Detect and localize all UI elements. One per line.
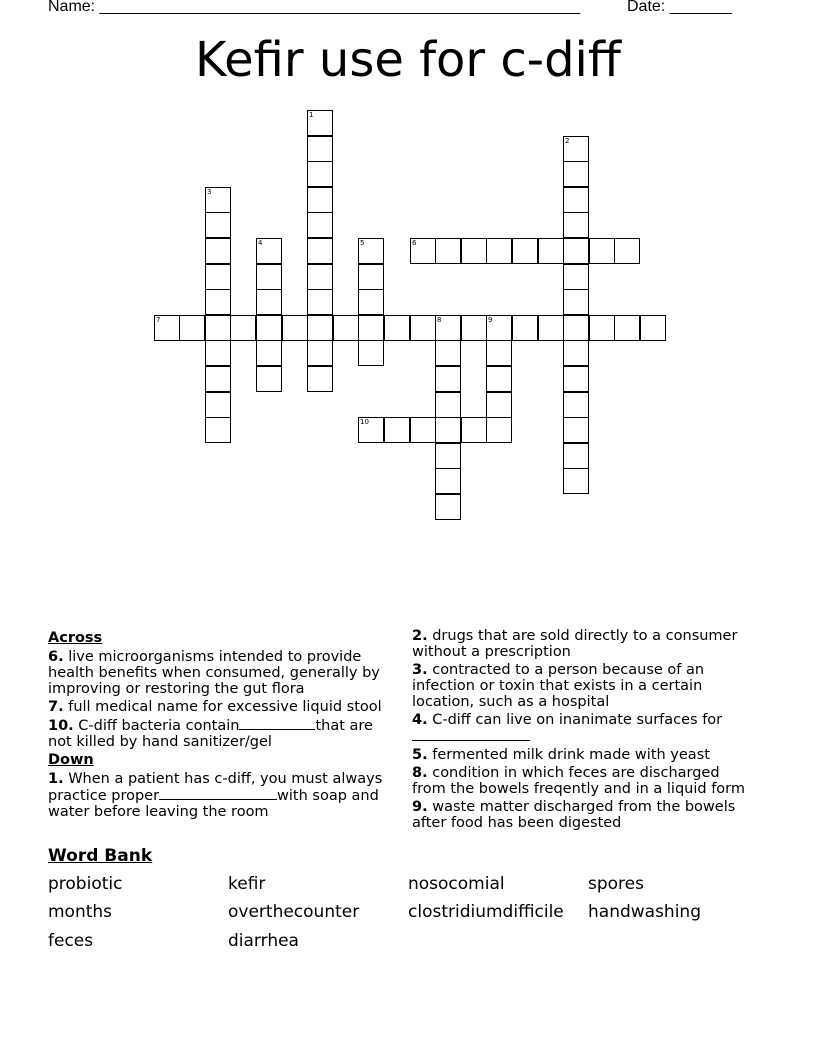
grid-cell[interactable] [256,315,282,341]
word-bank-word: clostridiumdifficile [408,902,564,922]
grid-cell[interactable] [563,238,589,264]
down-heading: Down [48,752,94,768]
grid-cell[interactable] [410,238,436,264]
clue-number-label: 1 [309,111,314,119]
grid-cell[interactable] [563,264,589,290]
grid-cell[interactable] [154,315,180,341]
grid-cell[interactable] [563,417,589,443]
grid-cell[interactable] [358,238,384,264]
date-label: Date: [627,0,670,15]
grid-cell[interactable] [205,340,231,366]
grid-cell[interactable] [614,238,640,264]
grid-cell[interactable] [461,238,487,264]
clue-text: drugs that are sold directly to a consumer without a prescription [412,628,738,660]
grid-cell[interactable] [435,468,461,494]
grid-cell[interactable] [307,264,333,290]
grid-cell[interactable] [307,315,333,341]
clue-text: C-diff can live on inanimate surfaces for [432,712,723,728]
clue-down-3 [412,662,757,710]
grid-cell[interactable] [640,315,666,341]
word-bank-word: handwashing [588,902,701,922]
grid-cell[interactable] [205,289,231,315]
grid-cell[interactable] [486,238,512,264]
answer-blank [239,717,315,730]
word-bank-word: months [48,902,113,922]
clue-text: contracted to a person because of an infection or toxin that exists in a certain location, such as a hospital [412,662,705,710]
grid-cell[interactable] [358,340,384,366]
word-bank-word: feces [48,931,94,951]
grid-cell[interactable] [307,110,333,136]
grid-cell[interactable] [435,392,461,418]
across-heading: Across [48,630,103,646]
grid-cell[interactable] [358,264,384,290]
grid-cell[interactable] [307,212,333,238]
grid-cell[interactable] [435,315,461,341]
clue-number: 5. [412,747,428,763]
word-bank-word: kefir [228,874,266,894]
grid-cell[interactable] [461,417,487,443]
grid-cell[interactable] [486,366,512,392]
grid-cell[interactable] [435,417,461,443]
grid-cell[interactable] [435,366,461,392]
word-bank-word: overthecounter [228,902,360,922]
grid-cell[interactable] [538,238,564,264]
grid-cell[interactable] [307,187,333,213]
clue-across-6 [48,649,393,697]
clue-number-label: 9 [488,316,493,324]
clue-text-end: with soap and water before leaving the room [48,788,379,820]
grid-cell[interactable] [256,340,282,366]
grid-cell[interactable] [563,289,589,315]
clue-text: fermented milk drink made with yeast [432,747,710,763]
grid-cell[interactable] [307,289,333,315]
grid-cell[interactable] [205,264,231,290]
grid-cell[interactable] [435,443,461,469]
answer-blank [159,787,277,800]
answer-blank [412,728,530,741]
clue-across-10 [48,717,393,750]
grid-cell[interactable] [563,392,589,418]
grid-cell[interactable] [410,417,436,443]
clue-text: full medical name for excessive liquid stool [68,699,382,715]
grid-cell[interactable] [563,212,589,238]
grid-cell[interactable] [538,315,564,341]
clues-right-column [412,628,757,833]
clue-text-start: C-diff bacteria contain [78,718,240,734]
clue-number-label: 5 [360,239,365,247]
grid-cell[interactable] [205,392,231,418]
grid-cell[interactable] [205,366,231,392]
grid-cell[interactable] [384,417,410,443]
clue-number: 8. [412,765,428,781]
grid-cell[interactable] [435,494,461,520]
grid-cell[interactable] [230,315,256,341]
word-bank-word: nosocomial [408,874,505,894]
clue-number-label: 10 [360,418,369,426]
grid-cell[interactable] [358,315,384,341]
clue-text: condition in which feces are discharged from the bowels freqently and in a liquid form [412,765,746,797]
clue-across-7 [48,699,393,715]
clue-number-label: 4 [258,239,263,247]
clue-number-label: 3 [207,188,212,196]
grid-cell[interactable] [307,366,333,392]
grid-cell[interactable] [384,315,410,341]
clues-left-column [48,628,393,822]
grid-cell[interactable] [563,161,589,187]
grid-cell[interactable] [563,366,589,392]
clue-number: 10. [48,718,74,734]
clue-number: 2. [412,628,428,644]
grid-cell[interactable] [358,417,384,443]
grid-cell[interactable] [512,315,538,341]
clue-number-label: 2 [565,137,570,145]
grid-cell[interactable] [410,315,436,341]
clue-down-2 [412,628,757,660]
clue-down-8 [412,765,757,797]
grid-cell[interactable] [512,238,538,264]
grid-cell[interactable] [563,315,589,341]
grid-cell[interactable] [179,315,205,341]
grid-cell[interactable] [358,289,384,315]
clue-number-label: 6 [412,239,417,247]
clue-text-end: that are not killed by hand sanitizer/gel [48,718,373,750]
grid-cell[interactable] [486,315,512,341]
grid-cell[interactable] [563,340,589,366]
clue-number-label: 7 [156,316,161,324]
grid-cell[interactable] [282,315,308,341]
grid-cell[interactable] [205,417,231,443]
grid-cell[interactable] [205,238,231,264]
grid-cell[interactable] [307,238,333,264]
grid-cell[interactable] [256,366,282,392]
name-label: Name: [48,0,100,15]
page-title: Kefir use for c-diff [195,32,621,88]
word-bank-title: Word Bank [48,846,153,866]
grid-cell[interactable] [435,340,461,366]
grid-cell[interactable] [461,315,487,341]
grid-cell[interactable] [563,443,589,469]
clue-number: 3. [412,662,428,678]
grid-cell[interactable] [307,340,333,366]
grid-cell[interactable] [307,161,333,187]
clue-text: live microorganisms intended to provide health benefits when consumed, generally by improving or restoring the gut flora [48,649,380,697]
grid-cell[interactable] [205,212,231,238]
clue-text-start: When a patient has c-diff, you must always practice proper [48,771,383,804]
grid-cell[interactable] [256,289,282,315]
clue-number: 9. [412,799,428,815]
name-line: ______________________________________________________ [99,0,581,15]
grid-cell[interactable] [205,315,231,341]
clue-down-4 [412,712,757,745]
grid-cell[interactable] [333,315,359,341]
grid-cell[interactable] [589,315,615,341]
grid-cell[interactable] [614,315,640,341]
clue-text: waste matter discharged from the bowels after food has been digested [412,799,736,831]
clue-number: 1. [48,771,64,787]
word-bank-word: probiotic [48,874,123,894]
grid-cell[interactable] [256,238,282,264]
grid-cell[interactable] [563,187,589,213]
clue-number: 7. [48,699,64,715]
date-line: _______ [669,0,732,15]
grid-cell[interactable] [563,468,589,494]
grid-cell[interactable] [486,392,512,418]
word-bank-word: spores [588,874,644,894]
grid-cell[interactable] [486,340,512,366]
clue-down-9 [412,799,757,831]
grid-cell[interactable] [486,417,512,443]
clue-down-1 [48,771,393,820]
grid-cell[interactable] [589,238,615,264]
grid-cell[interactable] [435,238,461,264]
clue-down-5 [412,747,757,763]
clue-number: 6. [48,649,64,665]
grid-cell[interactable] [256,264,282,290]
grid-cell[interactable] [563,136,589,162]
grid-cell[interactable] [307,136,333,162]
clue-number-label: 8 [437,316,442,324]
clue-number: 4. [412,712,428,728]
word-bank-word: diarrhea [228,931,299,951]
grid-cell[interactable] [205,187,231,213]
